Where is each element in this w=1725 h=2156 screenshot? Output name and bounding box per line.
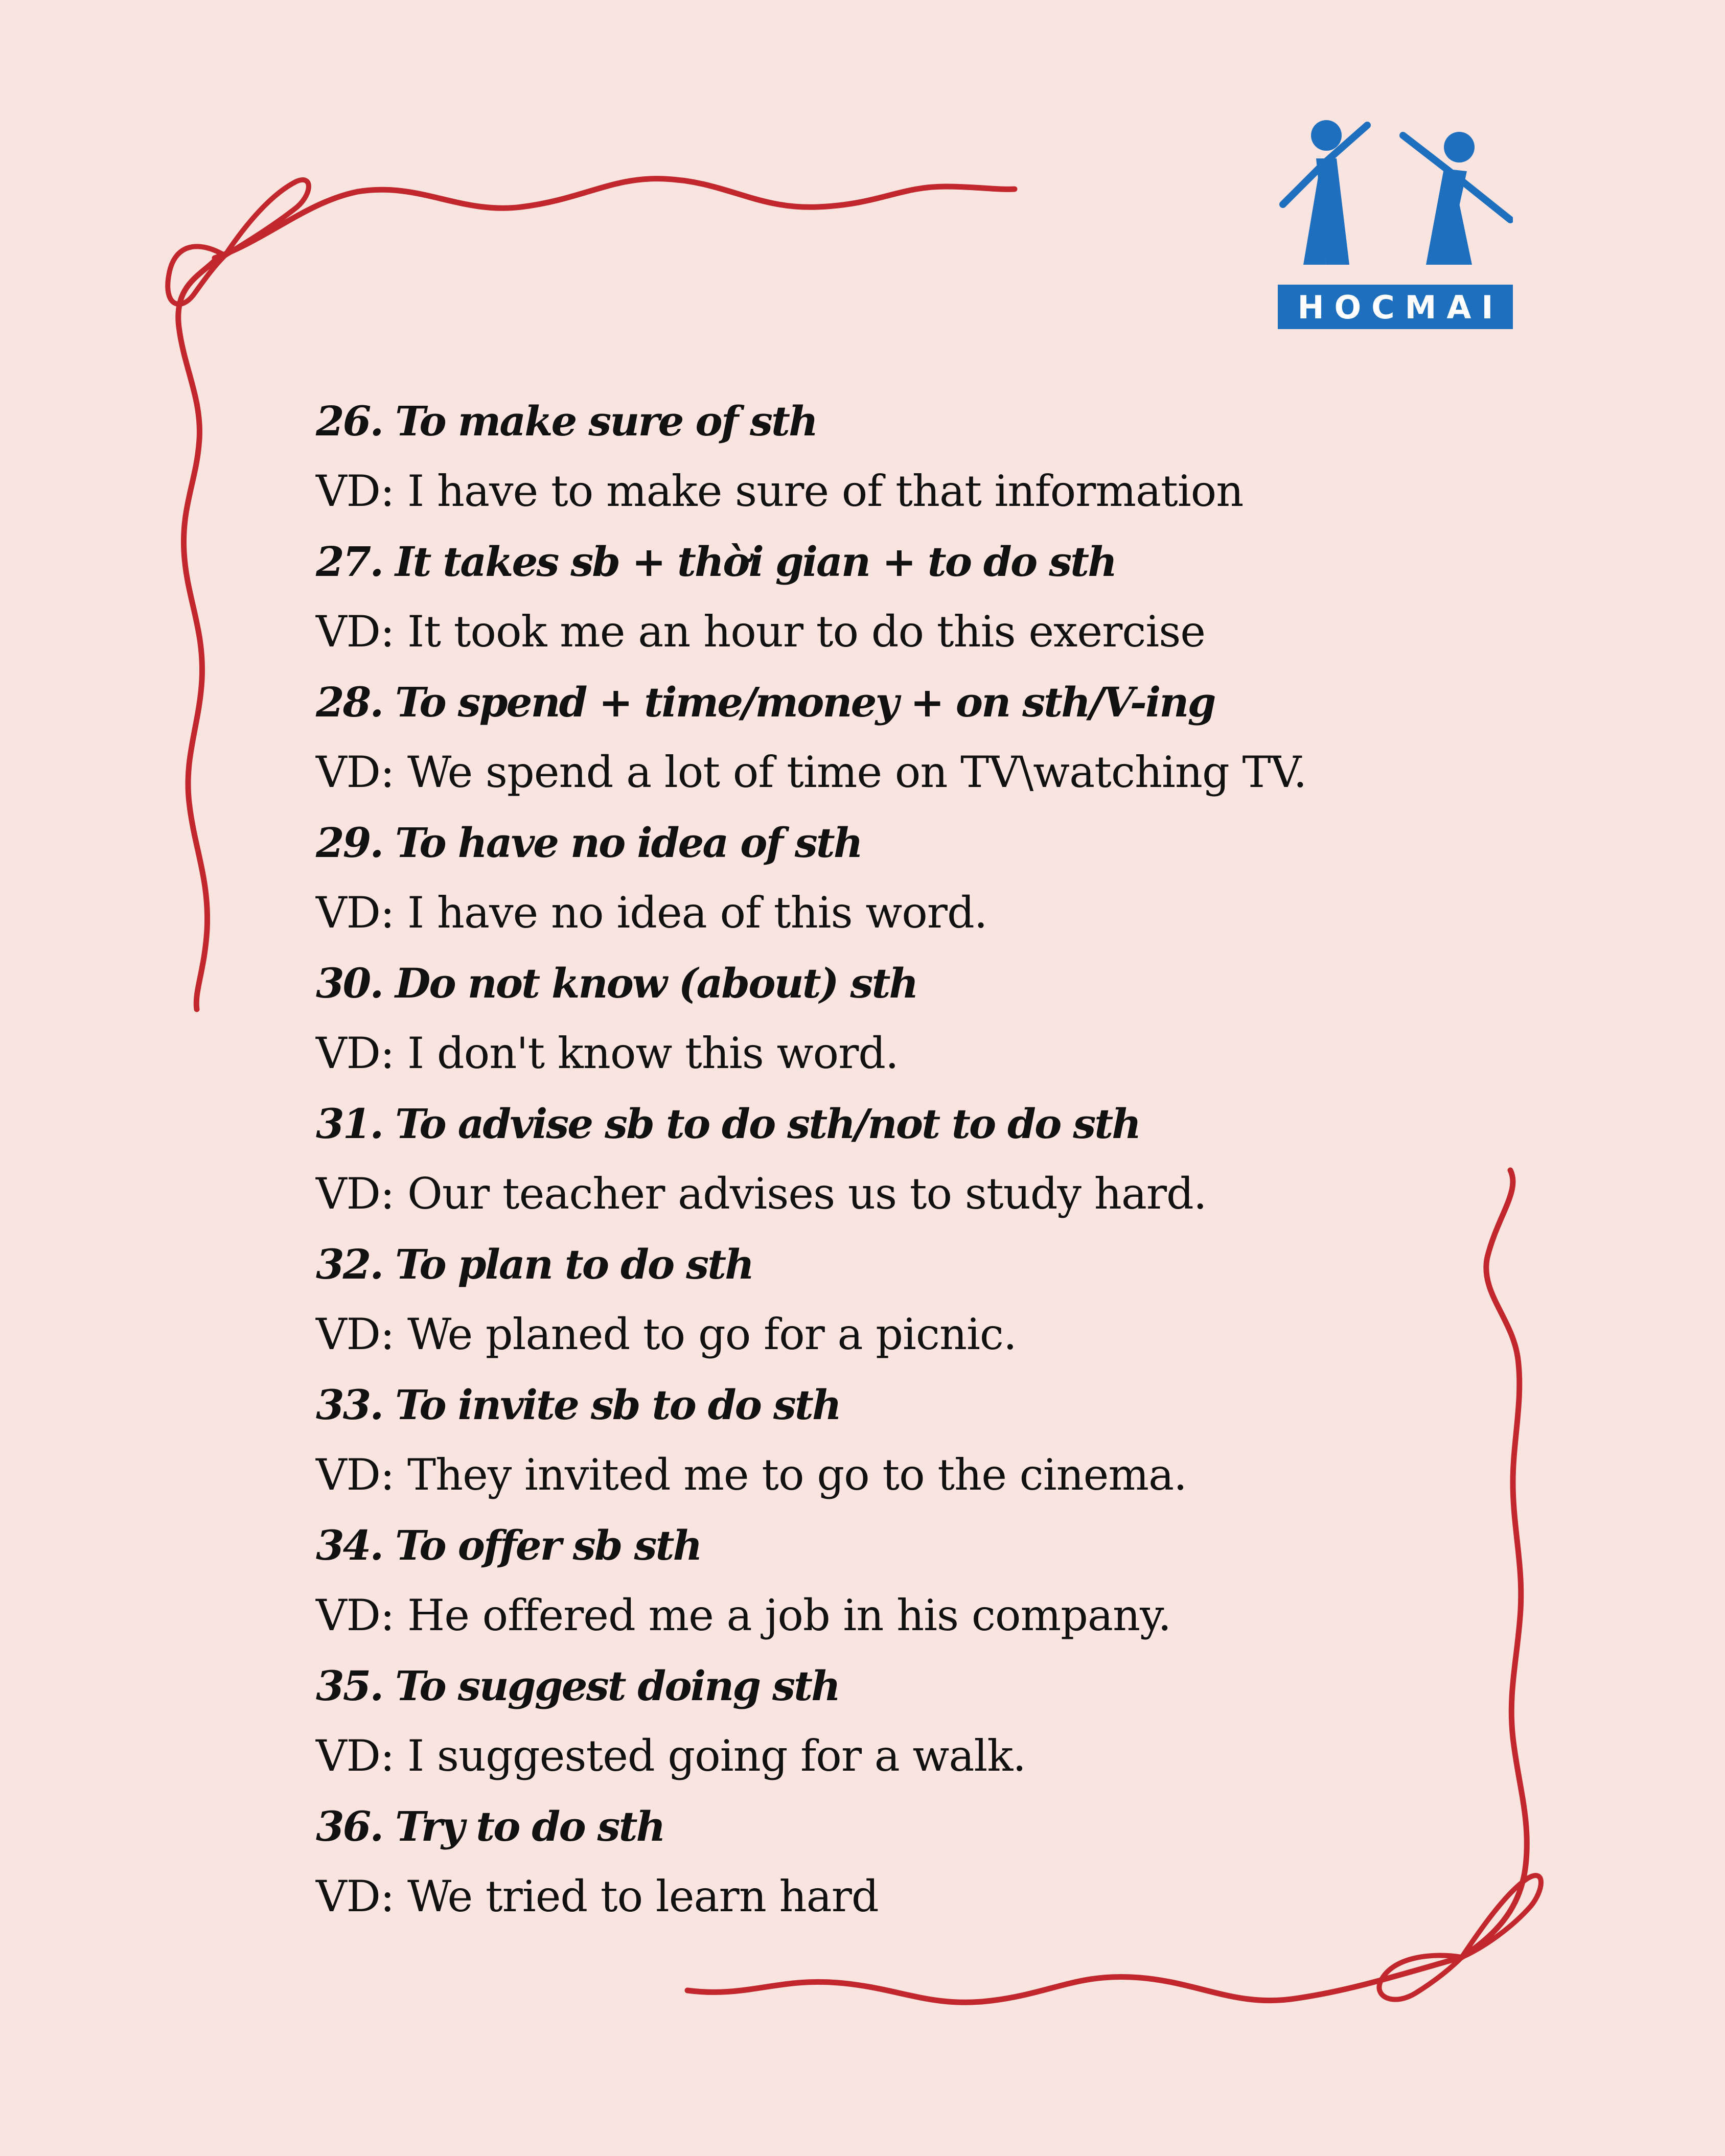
item-example: VD: They invited me to go to the cinema. — [316, 1450, 1187, 1500]
ribbon-bottom-bow-loop-a — [1462, 1875, 1541, 1957]
phrase-list — [316, 386, 1466, 1932]
ribbon-right-wave — [1462, 1170, 1527, 1957]
item-title: 32. To plan to do sth — [316, 1240, 753, 1288]
list-item — [316, 807, 1466, 948]
item-title: 26. To make sure of sth — [316, 397, 817, 445]
list-item — [316, 1088, 1466, 1229]
item-example: VD: It took me an hour to do this exercise — [316, 607, 1206, 657]
item-title: 31. To advise sb to do sth/not to do sth — [316, 1100, 1140, 1148]
item-title: 34. To offer sb sth — [316, 1521, 701, 1569]
list-item — [316, 1651, 1466, 1791]
item-example: VD: I have no idea of this word. — [316, 888, 987, 938]
list-item — [316, 1229, 1466, 1370]
list-item — [316, 386, 1466, 526]
item-title: 27. It takes sb + thời gian + to do sth — [316, 538, 1116, 586]
item-example: VD: I suggested going for a walk. — [316, 1731, 1026, 1781]
list-item — [316, 667, 1466, 807]
item-title: 33. To invite sb to do sth — [316, 1381, 841, 1429]
list-item — [316, 526, 1466, 667]
hocmai-logo — [1278, 102, 1513, 332]
item-example: VD: He offered me a job in his company. — [316, 1590, 1171, 1640]
item-title: 28. To spend + time/money + on sth/V-ing — [316, 678, 1215, 726]
logo-right-figure-head — [1444, 132, 1475, 163]
item-title: 29. To have no idea of sth — [316, 819, 862, 867]
item-example: VD: We planed to go for a picnic. — [316, 1309, 1017, 1359]
ribbon-bottom-wave — [687, 1957, 1462, 2002]
item-title: 30. Do not know (about) sth — [316, 959, 917, 1007]
item-example: VD: I have to make sure of that information — [316, 466, 1244, 516]
list-item — [316, 1370, 1466, 1510]
ribbon-top-wave — [215, 179, 1015, 258]
logo-wordmark: HOCMAI — [1297, 289, 1504, 326]
list-item — [316, 948, 1466, 1088]
ribbon-left-wave — [178, 261, 215, 1009]
item-example: VD: I don't know this word. — [316, 1028, 899, 1078]
item-title: 36. Try to do sth — [316, 1802, 664, 1850]
item-title: 35. To suggest doing sth — [316, 1662, 840, 1710]
list-item — [316, 1791, 1466, 1932]
list-item — [316, 1510, 1466, 1651]
logo-left-figure-head — [1311, 120, 1342, 151]
item-example: VD: We tried to learn hard — [316, 1871, 879, 1921]
item-example: VD: Our teacher advises us to study hard. — [316, 1169, 1207, 1219]
item-example: VD: We spend a lot of time on TV\watching TV. — [316, 747, 1307, 797]
